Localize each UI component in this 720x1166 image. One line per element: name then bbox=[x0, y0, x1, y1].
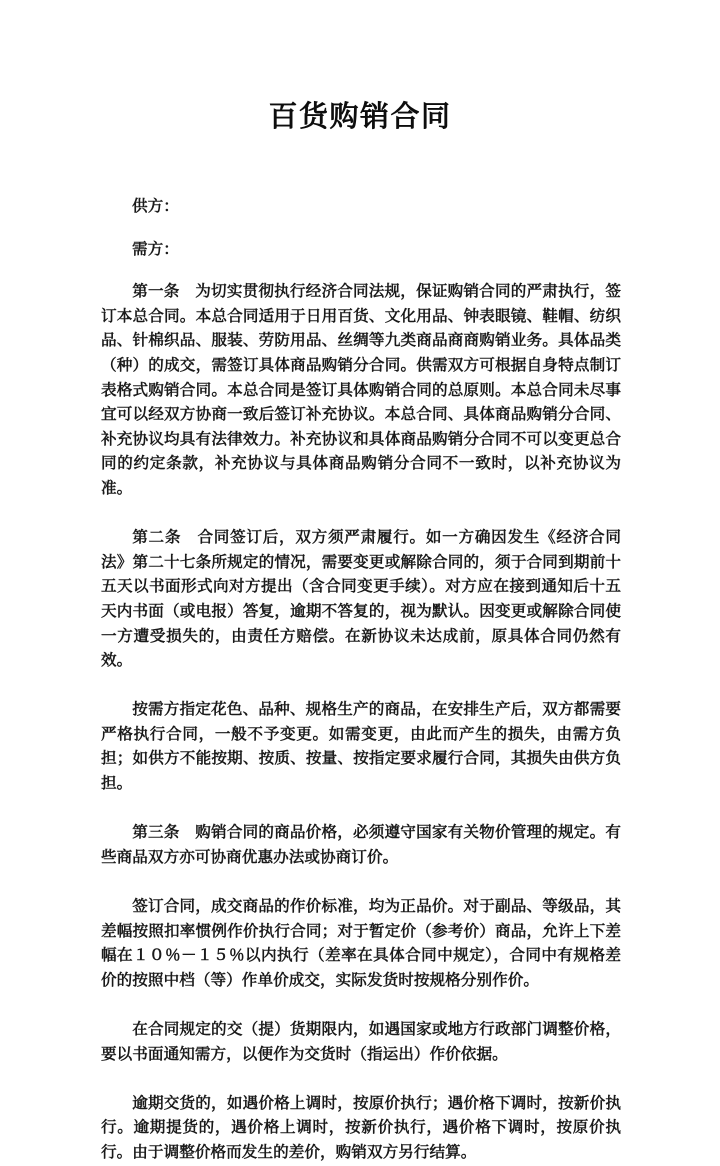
party-buyer-label: 需方： bbox=[132, 240, 179, 258]
spacer bbox=[101, 674, 621, 699]
clause-3-paragraph-2: 签订合同，成交商品的作价标准，均为正品价。对于副品、等级品，其差幅按照扣率惯例作价执行合同；对于暂定价（参考价）商品，允许上下差幅在１０％－１５％以内执行（差率在具体合同中规定），合同中有规格差价的按照中档（等）作单价成交，实际发货时按规格分别作价。 bbox=[101, 898, 621, 989]
spacer bbox=[101, 1067, 621, 1092]
spacer bbox=[101, 870, 621, 895]
clause-2-paragraph-2: 按需方指定花色、品种、规格生产的商品，在安排生产后，双方都需要严格执行合同，一般不予变更。如需变更，由此而产生的损失，由需方负担；如供方不能按期、按质、按量、按指定要求履行合同，其损失由供方负担。 bbox=[101, 701, 621, 793]
clause-1-paragraph: 第一条 为切实贯彻执行经济合同法规，保证购销合同的严肃执行，签订本总合同。本总合同适用于日用百货、文化用品、钟表眼镜、鞋帽、纺织品、针棉织品、服装、劳防用品、丝绸等九类商品商商购销业务。具体品类（种）的成交，需签订具体商品购销分合同。供需双方可根据自身特点制订表格式购销合同。本总合同是签订具体购销合同的总原则。本总合同未尽事宜可以经双方协商一致后签订补充协议。本总合同、具体商品购销分合同、补充协议均具有法律效力。补充协议和具体商品购销分合同不可以变更总合同的约定条款，补充协议与具体商品购销分合同不一致时，以补充协议为准。 bbox=[101, 283, 621, 497]
clause-3-paragraph-4: 逾期交货的，如遇价格上调时，按原价执行；遇价格下调时，按新价执行。逾期提货的，遇价格上调时，按新价执行，遇价格下调时，按原价执行。由于调整价格而发生的差价，购销双方另行结算。 bbox=[101, 1094, 621, 1161]
spacer bbox=[101, 993, 621, 1018]
page-title: 百货购销合同 bbox=[268, 101, 452, 133]
spacer bbox=[101, 262, 621, 280]
party-supplier-label: 供方： bbox=[132, 198, 179, 215]
document-body bbox=[101, 195, 621, 1166]
spacer bbox=[101, 220, 621, 238]
clause-3-paragraph-3: 在合同规定的交（提）货期限内，如遇国家或地方行政部门调整价格，要以书面通知需方，以便作为交货时（指运出）作价依据。 bbox=[101, 1021, 621, 1063]
spacer bbox=[101, 502, 621, 527]
clause-3-paragraph: 第三条 购销合同的商品价格，必须遵守国家有关物价管理的规定。有些商品双方亦可协商优惠办法或协商订价。 bbox=[101, 824, 621, 866]
clause-2-paragraph: 第二条 合同签订后，双方须严肃履行。如一方确因发生《经济合同法》第二十七条所规定的情况，需要变更或解除合同的，须于合同到期前十五天以书面形式向对方提出（含合同变更手续）。对方应在接到通知后十五天内书面（或电报）答复，逾期不答复的，视为默认。因变更或解除合同使一方遭受损失的，由责任方赔偿。在新协议未达成前，原具体合同仍然有效。 bbox=[101, 529, 621, 670]
spacer bbox=[101, 797, 621, 822]
